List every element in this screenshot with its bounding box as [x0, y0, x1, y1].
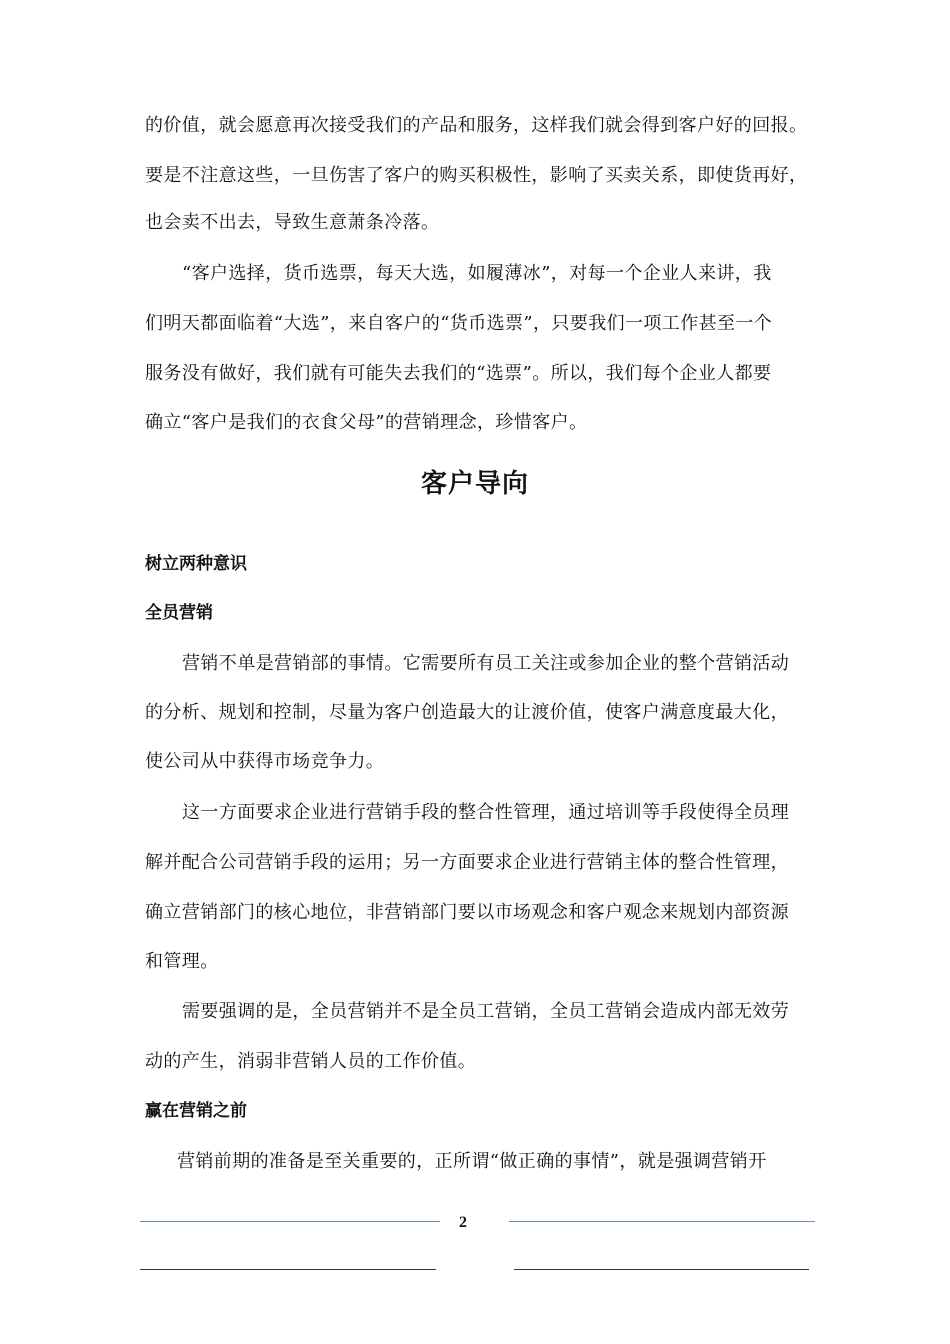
paragraph-line: 使公司从中获得市场竞争力。 [145, 751, 385, 772]
footer-rule-left-bottom [140, 1269, 436, 1270]
paragraph-line: 动的产生，消弱非营销人员的工作价值。 [145, 1051, 477, 1072]
paragraph-line: 和管理。 [145, 951, 219, 972]
paragraph-line: 服务没有做好，我们就有可能失去我们的“选票”。所以，我们每个企业人都要 [145, 363, 772, 384]
footer-rule-right-top [509, 1221, 815, 1222]
paragraph-line: 需要强调的是，全员营销并不是全员工营销，全员工营销会造成内部无效劳 [182, 1001, 790, 1022]
paragraph-line: 们明天都面临着“大选”，来自客户的“货币选票”，只要我们一项工作甚至一个 [145, 313, 773, 334]
paragraph-line: 确立营销部门的核心地位，非营销部门要以市场观念和客户观念来规划内部资源 [145, 902, 789, 923]
intro-line: 也会卖不出去，导致生意萧条冷落。 [145, 212, 440, 233]
section-title: 客户导向 [420, 469, 529, 499]
subheading: 赢在营销之前 [145, 1101, 247, 1121]
paragraph-line: 营销前期的准备是至关重要的，正所谓“做正确的事情”，就是强调营销开 [177, 1151, 767, 1172]
footer-rule-left-top [140, 1221, 440, 1222]
paragraph-line: 的分析、规划和控制，尽量为客户创造最大的让渡价值，使客户满意度最大化， [145, 702, 789, 723]
subheading: 全员营销 [145, 603, 213, 623]
footer-rule-right-bottom [514, 1269, 809, 1270]
intro-line: 要是不注意这些，一旦伤害了客户的购买积极性，影响了买卖关系，即使货再好， [145, 165, 808, 186]
paragraph-line: 这一方面要求企业进行营销手段的整合性管理，通过培训等手段使得全员理 [182, 802, 790, 823]
paragraph-line: 营销不单是营销部的事情。它需要所有员工关注或参加企业的整个营销活动 [182, 653, 790, 674]
subheading: 树立两种意识 [145, 554, 247, 574]
intro-line: 的价值，就会愿意再次接受我们的产品和服务，这样我们就会得到客户好的回报。 [145, 115, 808, 136]
paragraph-line: 解并配合公司营销手段的运用；另一方面要求企业进行营销主体的整合性管理， [145, 852, 789, 873]
paragraph-line: 确立“客户是我们的衣食父母”的营销理念，珍惜客户。 [145, 412, 588, 433]
paragraph-line: “客户选择，货币选票，每天大选，如履薄冰”，对每一个企业人来讲，我 [182, 263, 772, 284]
page-number: 2 [459, 1214, 467, 1231]
